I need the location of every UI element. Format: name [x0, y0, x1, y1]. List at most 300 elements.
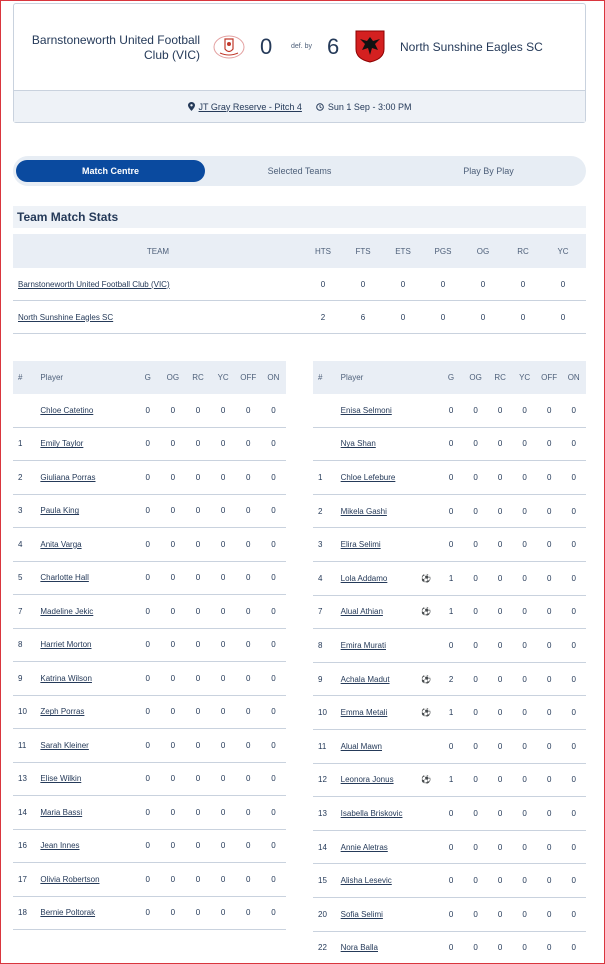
- stat-cell: 0: [497, 842, 503, 852]
- player-number: 3: [318, 540, 323, 550]
- stat-cell: 0: [220, 874, 226, 884]
- stat-cell: 0: [195, 472, 201, 482]
- stat-cell: 0: [145, 640, 150, 650]
- soccer-ball-icon: ⚽: [421, 607, 431, 617]
- stat-cell: 0: [546, 674, 552, 684]
- stat-cell: 0: [271, 472, 276, 482]
- home-score: 0: [260, 34, 273, 59]
- player-number: 16: [18, 841, 27, 851]
- stat-cell: 0: [195, 439, 201, 449]
- stat-cell: 0: [246, 874, 251, 884]
- stat-cell: 0: [271, 908, 276, 918]
- stat-cell: 0: [246, 807, 251, 817]
- stat-cell: 0: [271, 740, 276, 750]
- stat-cell: 0: [145, 439, 150, 449]
- stat-cell: 0: [246, 506, 251, 516]
- clock-icon: [316, 103, 324, 111]
- header-og: OG: [476, 246, 490, 256]
- stat-cell: 0: [145, 774, 150, 784]
- stat-cell: 0: [497, 607, 503, 617]
- stat-cell: 0: [497, 439, 503, 449]
- stat-cell: 0: [571, 943, 576, 953]
- player-number: 8: [18, 640, 23, 650]
- home-team-name[interactable]: Barnstoneworth United Football Club (VIC): [31, 33, 200, 62]
- stat-cell: 0: [271, 573, 276, 583]
- team-stats-header: [13, 234, 586, 268]
- player-name-cell: [36, 674, 127, 683]
- stat-cell: 0: [246, 539, 251, 549]
- player-name-cell: [337, 641, 414, 650]
- map-pin-icon: [188, 102, 195, 111]
- stat-cell: 0: [246, 774, 251, 784]
- away-score: 6: [327, 34, 340, 59]
- player-number: 9: [18, 673, 23, 683]
- stat-cell: 0: [195, 740, 201, 750]
- stat-cell: 0: [271, 841, 276, 851]
- stat-cell: 0: [195, 774, 201, 784]
- stat-cell: 0: [195, 640, 201, 650]
- stat-cell: 0: [195, 707, 201, 717]
- player-link[interactable]: Chloe Catetino: [40, 405, 94, 415]
- stat-cell: 0: [246, 640, 251, 650]
- player-link[interactable]: Alual Mawn: [340, 741, 382, 751]
- player-name-cell: [36, 506, 127, 515]
- stat-cell: 0: [473, 640, 478, 650]
- datetime-item: [316, 102, 412, 112]
- stat-cell: 0: [546, 909, 552, 919]
- stat-cell: 0: [546, 439, 552, 449]
- player-name-cell: [337, 742, 414, 751]
- stat-cell: 1: [448, 573, 454, 583]
- player-link[interactable]: Harriet Morton: [40, 640, 92, 650]
- stat-cell: 0: [440, 279, 446, 289]
- player-link[interactable]: Elira Selimi: [340, 540, 381, 550]
- stat-cell: 0: [497, 573, 503, 583]
- player-link[interactable]: Charlotte Hall: [40, 573, 89, 583]
- player-link[interactable]: Enisa Selmoni: [340, 405, 392, 415]
- stat-cell: 0: [220, 841, 226, 851]
- stat-cell: 0: [448, 808, 454, 818]
- header-fts: FTS: [355, 246, 371, 256]
- stat-cell: 0: [246, 439, 251, 449]
- stat-cell: 0: [522, 876, 527, 886]
- table-row: [13, 696, 286, 730]
- player-link[interactable]: Alisha Lesevic: [340, 876, 392, 886]
- stat-cell: 0: [145, 606, 150, 616]
- player-link[interactable]: Katrina Wilson: [40, 673, 92, 683]
- header-cell: RC: [494, 373, 506, 382]
- player-name-cell: [36, 908, 127, 917]
- player-name-cell: [337, 876, 414, 885]
- player-name-cell: [337, 406, 414, 415]
- stat-cell: 0: [170, 539, 176, 549]
- stat-cell: 0: [170, 774, 176, 784]
- home-players-table: [13, 361, 286, 930]
- stat-cell: 0: [497, 472, 503, 482]
- header-rc: RC: [517, 246, 529, 256]
- table-row: [313, 528, 586, 562]
- stat-cell: 0: [320, 279, 326, 289]
- stat-cell: 0: [271, 640, 276, 650]
- player-link[interactable]: Chloe Lefebure: [340, 472, 396, 482]
- stat-cell: 0: [560, 279, 566, 289]
- stat-cell: 0: [473, 674, 478, 684]
- player-link[interactable]: Annie Aletras: [340, 842, 388, 852]
- header-cell: #: [18, 373, 23, 382]
- venue-link[interactable]: JT Gray Reserve - Pitch 4: [198, 101, 302, 112]
- stat-cell: 0: [473, 943, 478, 953]
- table-row: [13, 662, 286, 696]
- stat-cell: 0: [448, 741, 454, 751]
- stat-cell: 0: [145, 405, 150, 415]
- stat-cell: 0: [480, 312, 486, 322]
- player-number: 2: [18, 472, 23, 482]
- table-row: [13, 562, 286, 596]
- header-cell: ON: [567, 373, 580, 382]
- table-row: [13, 830, 286, 864]
- player-link[interactable]: Bernie Poltorak: [40, 908, 96, 918]
- table-row: [313, 696, 586, 730]
- stat-cell: 0: [473, 842, 478, 852]
- stat-cell: 0: [473, 909, 478, 919]
- players-header: [13, 361, 286, 394]
- player-link[interactable]: Lola Addamo: [340, 573, 388, 583]
- stat-cell: 0: [448, 540, 454, 550]
- player-name-cell: [337, 843, 414, 852]
- team-link[interactable]: North Sunshine Eagles SC: [18, 312, 114, 322]
- stat-cell: 0: [170, 606, 176, 616]
- stat-cell: 0: [170, 640, 176, 650]
- stat-cell: 0: [220, 774, 226, 784]
- stat-cell: 0: [448, 472, 454, 482]
- stat-cell: 0: [497, 943, 503, 953]
- stat-cell: 0: [473, 573, 478, 583]
- score-row: [14, 4, 585, 90]
- soccer-ball-icon: ⚽: [421, 573, 431, 583]
- players-header: [313, 361, 586, 394]
- stat-cell: 0: [473, 439, 478, 449]
- stat-cell: 0: [546, 808, 552, 818]
- stat-cell: 0: [246, 673, 251, 683]
- stat-cell: 0: [195, 606, 201, 616]
- table-row: [13, 796, 286, 830]
- stat-cell: 0: [571, 640, 576, 650]
- stat-cell: 0: [271, 707, 276, 717]
- stat-cell: 0: [497, 808, 503, 818]
- header-pgs: PGS: [434, 246, 452, 256]
- stat-cell: 0: [522, 909, 527, 919]
- stat-cell: 0: [571, 842, 576, 852]
- stat-cell: 0: [145, 874, 150, 884]
- stat-cell: 0: [473, 540, 478, 550]
- tab-play-by-play[interactable]: Play By Play: [463, 166, 514, 176]
- stat-cell: 0: [571, 808, 576, 818]
- stat-cell: 0: [497, 674, 503, 684]
- player-link[interactable]: Giuliana Porras: [40, 472, 96, 482]
- player-number: 22: [318, 943, 327, 953]
- player-name-cell: [36, 573, 127, 582]
- stat-cell: 0: [271, 606, 276, 616]
- header-cell: YC: [519, 373, 531, 382]
- stat-cell: 0: [571, 405, 576, 415]
- player-name-cell: [337, 675, 414, 684]
- stat-cell: 0: [520, 312, 526, 322]
- player-name-cell: [36, 741, 127, 750]
- stat-cell: 0: [170, 841, 176, 851]
- stat-cell: 2: [448, 674, 454, 684]
- stat-cell: 0: [546, 405, 552, 415]
- stat-cell: 0: [170, 673, 176, 683]
- stat-cell: 0: [195, 874, 201, 884]
- stat-cell: 0: [473, 405, 478, 415]
- match-datetime: Sun 1 Sep - 3:00 PM: [327, 101, 412, 112]
- away-team-name[interactable]: North Sunshine Eagles SC: [400, 40, 543, 54]
- player-number: 10: [18, 707, 27, 717]
- stat-cell: 0: [571, 573, 576, 583]
- player-number: 13: [318, 808, 327, 818]
- table-row: [313, 428, 586, 462]
- stat-cell: 0: [145, 673, 150, 683]
- player-link[interactable]: Leonora Jonus: [340, 775, 394, 785]
- tab-bar: [13, 156, 586, 186]
- player-number: 1: [318, 472, 323, 482]
- table-row: [13, 301, 586, 334]
- stat-cell: 0: [497, 540, 503, 550]
- stat-cell: 0: [440, 312, 446, 322]
- stat-cell: 0: [546, 775, 552, 785]
- player-link[interactable]: Jean Innes: [40, 841, 80, 851]
- player-name-cell: [337, 607, 414, 616]
- stat-cell: 0: [271, 405, 276, 415]
- stat-cell: 0: [522, 640, 527, 650]
- table-row: [13, 268, 586, 301]
- stat-cell: 0: [220, 707, 226, 717]
- stat-cell: 0: [170, 707, 176, 717]
- player-link[interactable]: Zeph Porras: [40, 707, 85, 717]
- player-link[interactable]: Maria Bassi: [40, 807, 83, 817]
- player-link[interactable]: Emily Taylor: [40, 439, 84, 449]
- table-row: [313, 764, 586, 798]
- table-row: [313, 663, 586, 697]
- player-link[interactable]: Sarah Kleiner: [40, 740, 89, 750]
- stat-cell: 0: [145, 841, 150, 851]
- header-hts: HTS: [315, 246, 331, 256]
- player-link[interactable]: Nora Balla: [340, 943, 378, 953]
- player-number: 4: [318, 573, 323, 583]
- stat-cell: 0: [497, 909, 503, 919]
- player-link[interactable]: Madeline Jekic: [40, 606, 94, 616]
- stat-cell: 0: [473, 708, 478, 718]
- player-name-cell: [337, 439, 414, 448]
- stat-cell: 0: [546, 741, 552, 751]
- stat-cell: 0: [473, 506, 478, 516]
- player-link[interactable]: Paula King: [40, 506, 80, 516]
- stat-cell: 0: [571, 607, 576, 617]
- stat-cell: 0: [522, 808, 527, 818]
- stat-cell: 0: [271, 439, 276, 449]
- player-name-cell: [36, 640, 127, 649]
- stat-cell: 0: [473, 775, 478, 785]
- player-name-cell: [337, 809, 414, 818]
- player-link[interactable]: Emira Murati: [340, 640, 386, 650]
- stat-cell: 0: [473, 741, 478, 751]
- stat-cell: 0: [170, 573, 176, 583]
- player-name-cell: [337, 943, 414, 952]
- stat-cell: 0: [480, 279, 486, 289]
- stat-cell: 0: [522, 674, 527, 684]
- stat-cell: 0: [170, 472, 176, 482]
- stat-cell: 0: [271, 807, 276, 817]
- player-number: 17: [18, 874, 27, 884]
- stat-cell: 0: [246, 841, 251, 851]
- soccer-ball-icon: ⚽: [421, 775, 431, 785]
- team-link[interactable]: Barnstoneworth United Football Club (VIC): [18, 279, 170, 289]
- stat-cell: 0: [145, 807, 150, 817]
- stat-cell: 0: [522, 405, 527, 415]
- player-link[interactable]: Elise Wilkin: [40, 774, 82, 784]
- player-number: 8: [318, 640, 323, 650]
- stat-cell: 0: [195, 807, 201, 817]
- stat-cell: 0: [571, 439, 576, 449]
- player-name-cell: [36, 473, 127, 482]
- stat-cell: 0: [497, 506, 503, 516]
- player-name-cell: [36, 439, 127, 448]
- stat-cell: 0: [220, 673, 226, 683]
- club-crest-icon: [212, 34, 246, 60]
- player-number: 7: [318, 607, 323, 617]
- stat-cell: 0: [145, 539, 150, 549]
- stat-cell: 0: [497, 640, 503, 650]
- stat-cell: 0: [522, 540, 527, 550]
- stat-cell: 0: [271, 673, 276, 683]
- player-name-cell: [337, 708, 414, 717]
- table-row: [313, 932, 586, 964]
- player-number: 15: [318, 876, 327, 886]
- stat-cell: 0: [522, 741, 527, 751]
- player-name-cell: [337, 507, 414, 516]
- stat-cell: 0: [546, 540, 552, 550]
- player-link[interactable]: Nya Shan: [340, 439, 376, 449]
- stat-cell: 0: [220, 539, 226, 549]
- stat-cell: 0: [473, 876, 478, 886]
- stat-cell: 1: [448, 775, 454, 785]
- player-link[interactable]: Sofia Selimi: [340, 909, 383, 919]
- header-yc: YC: [557, 246, 569, 256]
- stat-cell: 0: [473, 607, 478, 617]
- table-row: [313, 596, 586, 630]
- stat-cell: 0: [246, 606, 251, 616]
- header-cell: OG: [166, 373, 180, 382]
- table-row: [313, 797, 586, 831]
- player-name-cell: [337, 473, 414, 482]
- stat-cell: 6: [360, 312, 366, 322]
- player-link[interactable]: Emma Metali: [340, 708, 388, 718]
- tab-selected-teams[interactable]: Selected Teams: [267, 166, 332, 176]
- stat-cell: 0: [170, 439, 176, 449]
- team-stats-title: Team Match Stats: [13, 206, 586, 228]
- player-link[interactable]: Mikela Gashi: [340, 506, 387, 516]
- stat-cell: 0: [220, 908, 226, 918]
- player-number: 11: [318, 741, 327, 751]
- stat-cell: 0: [220, 405, 226, 415]
- player-name-cell: [337, 540, 414, 549]
- soccer-ball-icon: ⚽: [421, 674, 431, 684]
- player-link[interactable]: Isabella Briskovic: [340, 808, 403, 818]
- header-cell: OG: [469, 373, 482, 382]
- stat-cell: 0: [522, 607, 527, 617]
- stat-cell: 0: [271, 874, 276, 884]
- match-header: [13, 3, 586, 123]
- stat-cell: 1: [448, 708, 454, 718]
- stat-cell: 0: [170, 740, 176, 750]
- player-link[interactable]: Achala Madut: [340, 674, 390, 684]
- stat-cell: 0: [497, 876, 503, 886]
- player-name-cell: [36, 607, 127, 616]
- stat-cell: 0: [145, 472, 150, 482]
- stat-cell: 1: [448, 607, 454, 617]
- stat-cell: 0: [246, 908, 251, 918]
- table-row: [13, 863, 286, 897]
- stat-cell: 0: [170, 807, 176, 817]
- header-cell: YC: [217, 373, 229, 382]
- stat-cell: 0: [170, 405, 176, 415]
- stat-cell: 0: [195, 405, 201, 415]
- stat-cell: 0: [246, 472, 251, 482]
- table-row: [313, 629, 586, 663]
- table-row: [13, 428, 286, 462]
- stat-cell: 0: [522, 842, 527, 852]
- player-number: 10: [318, 708, 327, 718]
- stat-cell: 0: [473, 472, 478, 482]
- stat-cell: 0: [220, 740, 226, 750]
- stat-cell: 0: [571, 708, 576, 718]
- stat-cell: 0: [497, 405, 503, 415]
- player-name-cell: [36, 808, 127, 817]
- table-row: [13, 595, 286, 629]
- player-link[interactable]: Olivia Robertson: [40, 874, 100, 884]
- tab-match-centre[interactable]: Match Centre: [16, 160, 205, 182]
- stat-cell: 0: [170, 874, 176, 884]
- player-name-cell: [36, 875, 127, 884]
- header-cell: OFF: [240, 373, 257, 382]
- player-link[interactable]: Alual Athian: [340, 607, 383, 617]
- player-name-cell: [337, 910, 414, 919]
- stat-cell: 2: [320, 312, 326, 322]
- stat-cell: 0: [271, 539, 276, 549]
- table-row: [13, 897, 286, 931]
- player-name-cell: [36, 841, 127, 850]
- table-row: [313, 461, 586, 495]
- header-cell: ON: [267, 373, 280, 382]
- stat-cell: 0: [271, 506, 276, 516]
- eagle-crest-icon: [354, 29, 386, 63]
- player-number: 5: [18, 573, 23, 583]
- table-row: [313, 898, 586, 932]
- stat-cell: 0: [220, 506, 226, 516]
- table-row: [13, 528, 286, 562]
- stat-cell: 0: [195, 539, 201, 549]
- player-link[interactable]: Anita Varga: [40, 539, 82, 549]
- table-row: [13, 461, 286, 495]
- table-row: [313, 831, 586, 865]
- table-row: [313, 495, 586, 529]
- player-name-cell: [36, 774, 127, 783]
- stat-cell: 0: [145, 506, 150, 516]
- stat-cell: 0: [195, 908, 201, 918]
- player-number: 14: [18, 807, 27, 817]
- player-number: 11: [18, 740, 27, 750]
- player-number: 9: [318, 674, 323, 684]
